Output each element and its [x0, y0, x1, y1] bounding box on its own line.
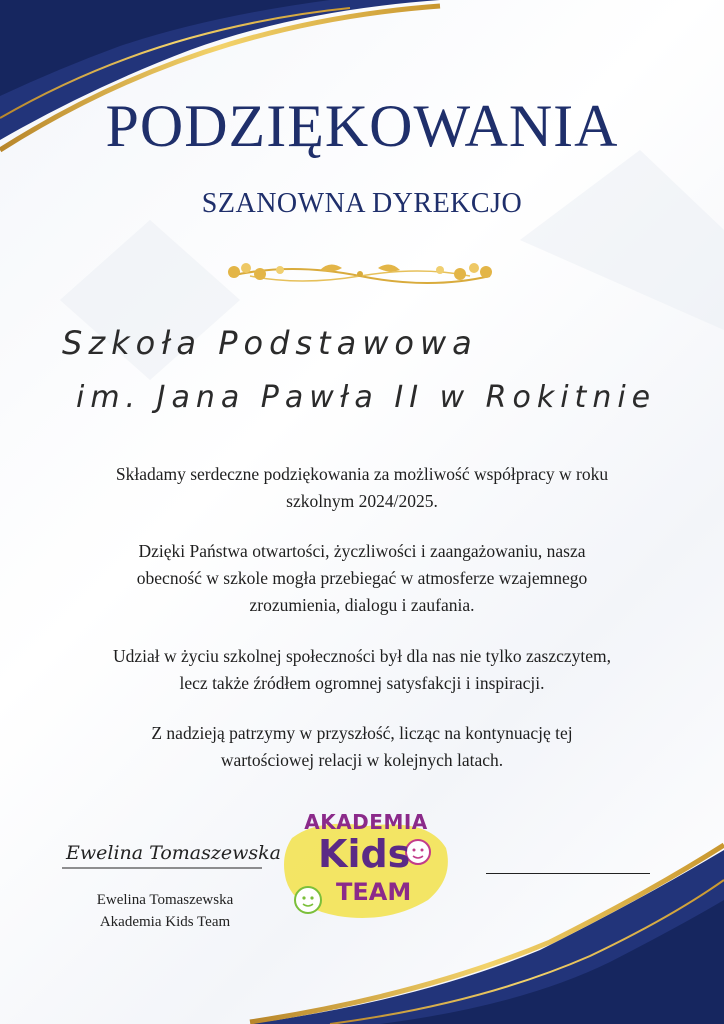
logo-text-akademia: AKADEMIA	[304, 810, 428, 834]
certificate-title: PODZIĘKOWANIA	[105, 93, 619, 159]
floral-ornament-icon	[210, 254, 510, 294]
signature-underline	[62, 866, 262, 870]
paragraph-line: szkolnym 2024/2025.	[286, 491, 438, 511]
logo-text-team: TEAM	[336, 878, 412, 906]
second-signature-line	[486, 873, 650, 874]
paragraph-line: Udział w życiu szkolnej społeczności był dla nas nie tylko zaszczytem,	[112, 646, 612, 666]
paragraph-participation	[30, 643, 694, 697]
signatory-name: Ewelina Tomaszewska	[96, 892, 234, 908]
handwritten-signature: Ewelina Tomaszewska	[66, 842, 281, 864]
paragraph-thanks	[30, 461, 694, 515]
signatory-block	[60, 889, 270, 933]
logo-text-kids: Kids	[318, 832, 411, 876]
paragraph-line: Z nadzieją patrzymy w przyszłość, licząc na kontynuację tej	[151, 723, 573, 743]
paragraph-hope	[30, 720, 694, 774]
certificate-subtitle: SZANOWNA DYREKCJO	[201, 188, 523, 219]
paragraph-line: lecz także źródłem ogromnej satysfakcji i inspiracji.	[179, 673, 545, 693]
recipient-school-name: Szkoła Podstawowa	[62, 324, 478, 362]
recipient-school-patron: im. Jana Pawła II w Rokitnie	[76, 380, 657, 415]
paragraph-openness	[30, 538, 694, 619]
paragraph-line: zrozumienia, dialogu i zaufania.	[249, 595, 475, 615]
paragraph-line: obecność w szkole mogła przebiegać w atmosferze wzajemnego	[136, 568, 588, 588]
paragraph-line: Składamy serdeczne podziękowania za możliwość współpracy w roku	[115, 464, 609, 484]
paragraph-line: Dzięki Państwa otwartości, życzliwości i zaangażowaniu, nasza	[138, 541, 586, 561]
akademia-kids-team-logo	[278, 808, 454, 926]
paragraph-line: wartościowej relacji w kolejnych latach.	[220, 750, 504, 770]
signatory-organization: Akademia Kids Team	[99, 914, 231, 930]
